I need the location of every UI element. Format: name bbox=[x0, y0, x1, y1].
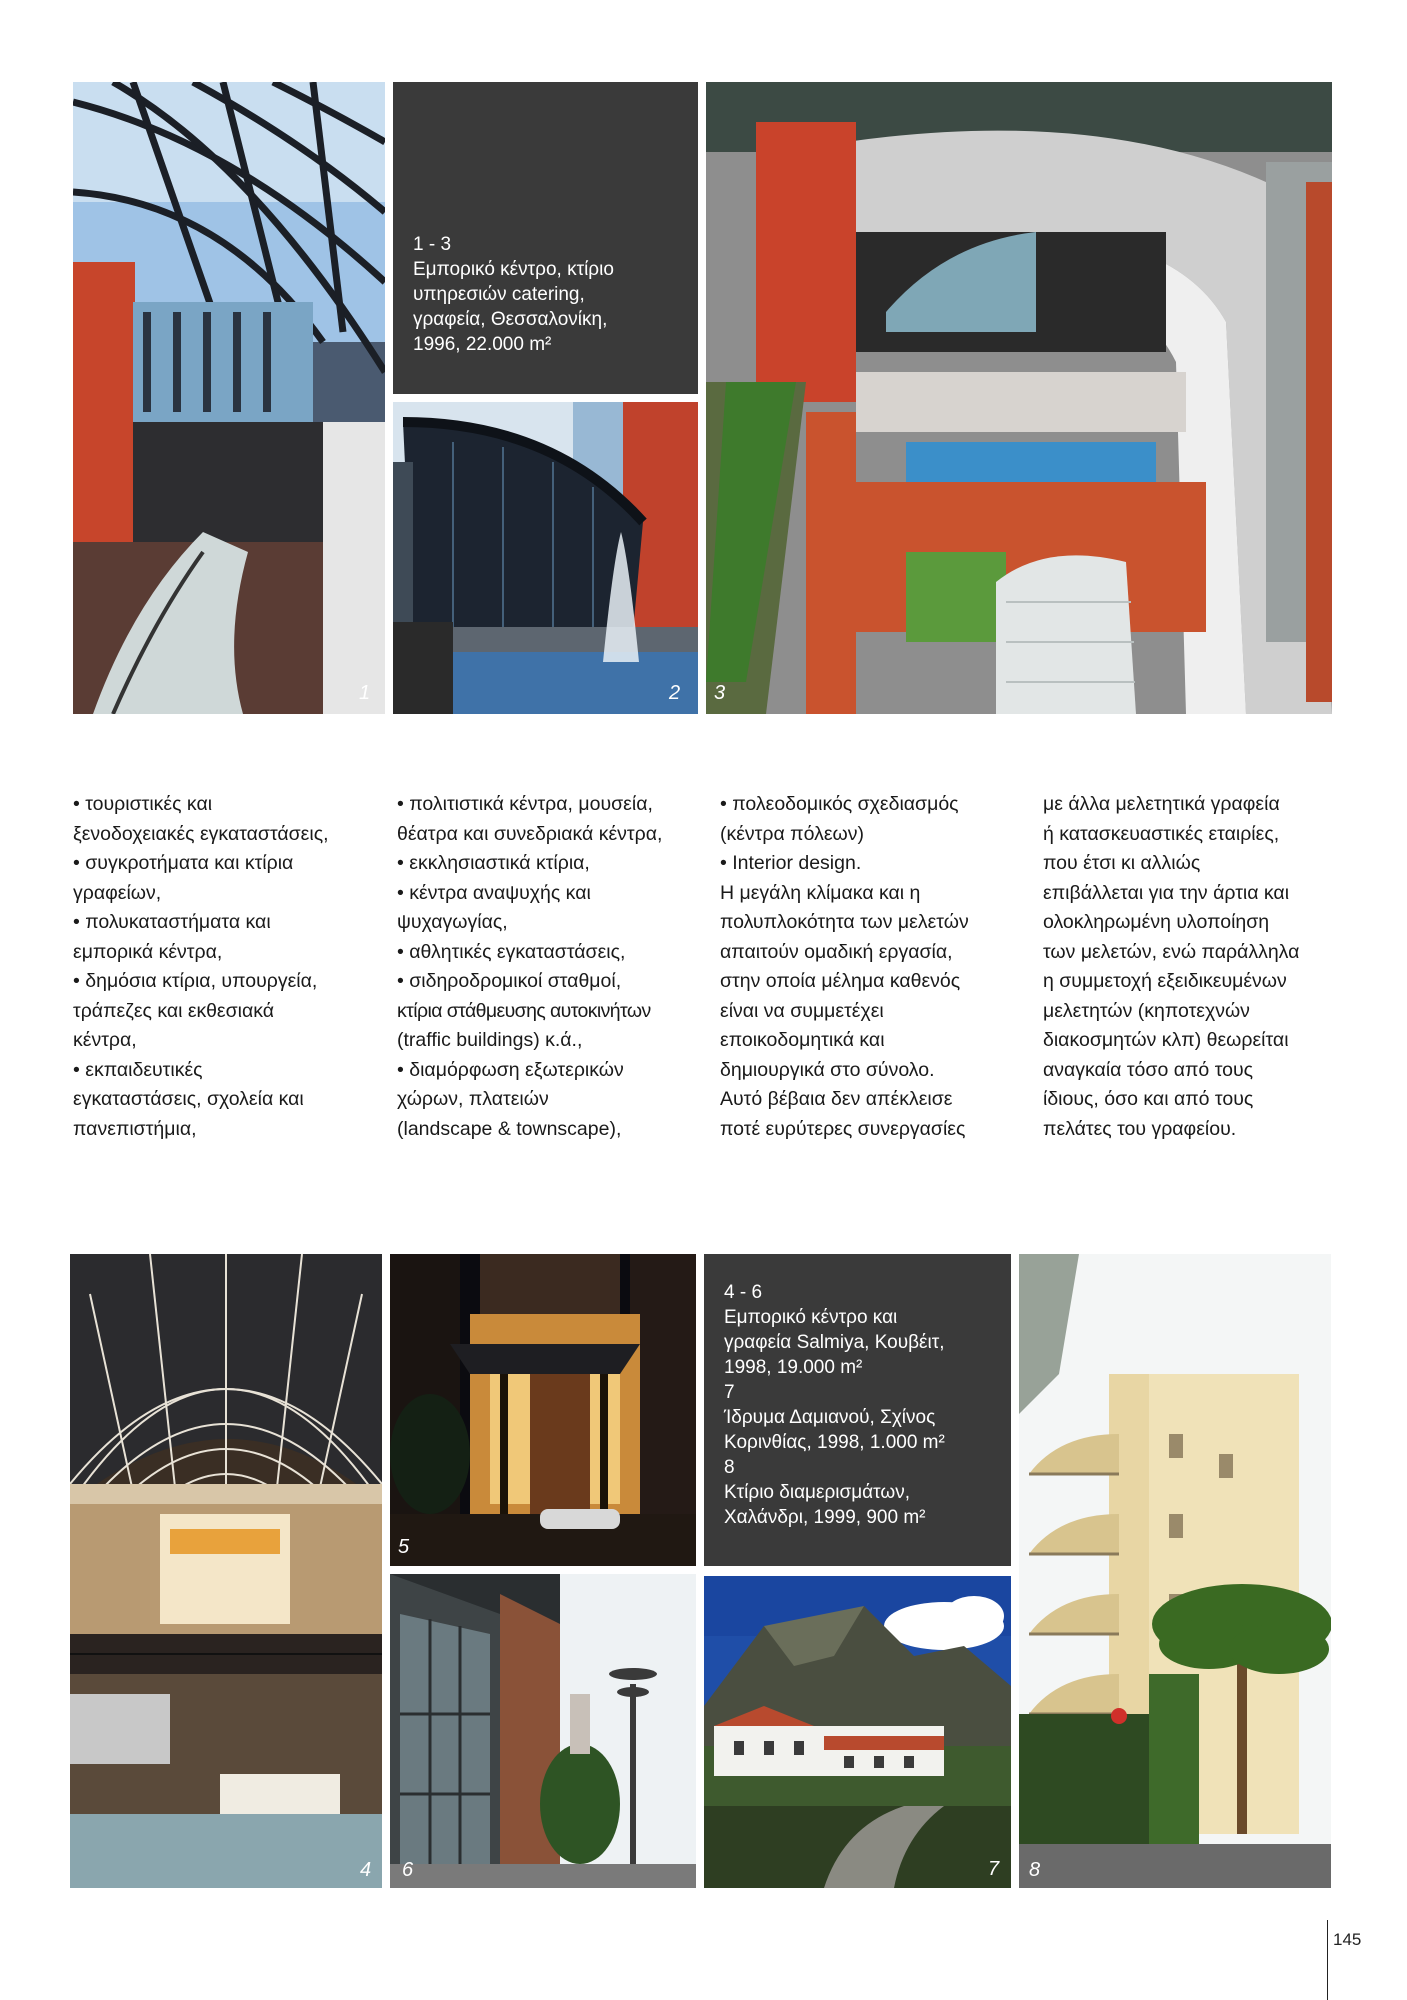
page-number-rule bbox=[1327, 1920, 1328, 2000]
photo-number-6: 6 bbox=[402, 1859, 414, 1881]
photo-8-apartment-building bbox=[1019, 1254, 1331, 1888]
text-line: αναγκαία τόσο από τους bbox=[1043, 1058, 1254, 1081]
text-line: ή κατασκευαστικές εταιρίες, bbox=[1043, 822, 1280, 845]
photo-3-aerial-courtyard bbox=[706, 82, 1332, 714]
caption-line: Κτίριο διαμερισμάτων, bbox=[724, 1482, 911, 1503]
caption-line: Χαλάνδρι, 1999, 900 m² bbox=[724, 1507, 926, 1528]
photo-number-5: 5 bbox=[398, 1536, 410, 1558]
text-line: τράπεζες και εκθεσιακά bbox=[73, 999, 275, 1022]
text-line: με άλλα μελετητικά γραφεία bbox=[1043, 793, 1280, 815]
text-column-4 bbox=[1043, 790, 1299, 1144]
photo-2-glass-entrance-fountain bbox=[393, 402, 698, 714]
text-line: γραφείων, bbox=[73, 881, 162, 904]
caption-line: γραφεία, Θεσσαλονίκη, bbox=[413, 309, 608, 330]
text-line: θέατρα και συνεδριακά κέντρα, bbox=[397, 822, 663, 845]
text-line: ποτέ ευρύτερες συνεργασίες bbox=[720, 1117, 966, 1140]
caption-line: 4 - 6 bbox=[724, 1282, 763, 1303]
caption-line: 1998, 19.000 m² bbox=[724, 1357, 863, 1378]
text-line: Αυτό βέβαια δεν απέκλεισε bbox=[720, 1088, 953, 1110]
text-line: δημιουργικά στο σύνολο. bbox=[720, 1058, 935, 1081]
text-line: χώρων, πλατειών bbox=[397, 1088, 549, 1110]
photo-5-night-entrance bbox=[390, 1254, 696, 1566]
text-line: • κέντρα αναψυχής και bbox=[397, 881, 591, 904]
caption-line: 1996, 22.000 m² bbox=[413, 334, 552, 355]
text-line: • εκκλησιαστικά κτίρια, bbox=[397, 852, 590, 874]
text-line: κτίρια στάθμευσης αυτοκινήτων bbox=[397, 999, 651, 1022]
text-line: πανεπιστήμια, bbox=[73, 1117, 197, 1140]
photo-number-7: 7 bbox=[988, 1858, 1000, 1880]
text-line: Η μεγάλη κλίμακα και η bbox=[720, 881, 921, 904]
caption-line: Εμπορικό κέντρο και bbox=[724, 1307, 898, 1328]
text-line: πελάτες του γραφείου. bbox=[1043, 1117, 1237, 1140]
text-line: (κέντρα πόλεων) bbox=[720, 822, 865, 845]
caption-line: 7 bbox=[724, 1382, 735, 1403]
photo-number-1: 1 bbox=[359, 682, 371, 704]
text-line: διακοσμητών κλπ) θεωρείται bbox=[1043, 1029, 1289, 1051]
text-line: ψυχαγωγίας, bbox=[397, 911, 508, 933]
caption-box-projects-4-8 bbox=[704, 1254, 1011, 1566]
text-line: • συγκροτήματα και κτίρια bbox=[73, 852, 294, 874]
text-line: μελετητών (κηποτεχνών bbox=[1043, 999, 1250, 1022]
text-line: επιβάλλεται για την άρτια και bbox=[1043, 881, 1290, 904]
page-number: 145 bbox=[1333, 1930, 1362, 1949]
photo-number-8: 8 bbox=[1029, 1859, 1041, 1881]
text-line: ξενοδοχειακές εγκαταστάσεις, bbox=[73, 822, 329, 845]
text-line: • σιδηροδρομικοί σταθμοί, bbox=[397, 970, 622, 992]
text-line: • πολεοδομικός σχεδιασμός bbox=[720, 793, 959, 815]
text-line: των μελετών, ενώ παράλληλα bbox=[1043, 940, 1300, 963]
text-line: ίδιους, όσο και από τους bbox=[1043, 1088, 1254, 1110]
caption-box-projects-1-3 bbox=[393, 82, 698, 394]
caption-line: Ίδρυμα Δαμιανού, Σχίνος bbox=[724, 1407, 936, 1428]
photo-6-glass-facade-street bbox=[390, 1574, 696, 1888]
text-column-2 bbox=[397, 790, 662, 1144]
text-line: • διαμόρφωση εξωτερικών bbox=[397, 1058, 624, 1081]
caption-line: 1 - 3 bbox=[413, 234, 452, 255]
text-line: • εκπαιδευτικές bbox=[73, 1058, 203, 1081]
text-line: • αθλητικές εγκαταστάσεις, bbox=[397, 940, 626, 963]
text-line: • Interior design. bbox=[720, 852, 862, 874]
text-line: ολοκληρωμένη υλοποίηση bbox=[1043, 911, 1270, 933]
text-line: • πολυκαταστήματα και bbox=[73, 911, 271, 933]
caption-line: 8 bbox=[724, 1457, 735, 1478]
caption-line: γραφεία Salmiya, Κουβέιτ, bbox=[724, 1332, 945, 1353]
text-line: εποικοδομητικά και bbox=[720, 1029, 885, 1051]
text-column-3 bbox=[720, 790, 969, 1144]
text-line: • πολιτιστικά κέντρα, μουσεία, bbox=[397, 793, 653, 815]
text-column-1 bbox=[73, 790, 329, 1144]
text-line: εμπορικά κέντρα, bbox=[73, 940, 223, 963]
text-line: • δημόσια κτίρια, υπουργεία, bbox=[73, 970, 318, 992]
text-line: η συμμετοχή εξειδικευμένων bbox=[1043, 970, 1287, 992]
text-line: απαιτούν ομαδική εργασία, bbox=[720, 940, 953, 963]
photo-7-foundation-mountain bbox=[704, 1576, 1011, 1888]
text-line: που έτσι κι αλλιώς bbox=[1043, 852, 1201, 874]
text-line: κέντρα, bbox=[73, 1029, 137, 1051]
photo-1-atrium-canopy bbox=[73, 82, 385, 714]
text-line: πολυπλοκότητα των μελετών bbox=[720, 911, 969, 933]
photo-number-3: 3 bbox=[714, 682, 726, 704]
caption-line: Κορινθίας, 1998, 1.000 m² bbox=[724, 1432, 945, 1453]
text-line: στην οποία μέλημα καθενός bbox=[720, 970, 961, 992]
caption-line: Εμπορικό κέντρο, κτίριο bbox=[413, 259, 614, 280]
text-line: • τουριστικές και bbox=[73, 793, 213, 815]
photo-4-vaulted-mall-atrium bbox=[70, 1254, 382, 1888]
text-line: (landscape & townscape), bbox=[397, 1117, 622, 1140]
text-line: εγκαταστάσεις, σχολεία και bbox=[73, 1088, 304, 1110]
photo-number-4: 4 bbox=[360, 1859, 372, 1881]
caption-line: υπηρεσιών catering, bbox=[413, 284, 585, 305]
photo-number-2: 2 bbox=[669, 682, 681, 704]
text-line: (traffic buildings) κ.ά., bbox=[397, 1029, 583, 1051]
text-line: είναι να συμμετέχει bbox=[720, 999, 884, 1022]
